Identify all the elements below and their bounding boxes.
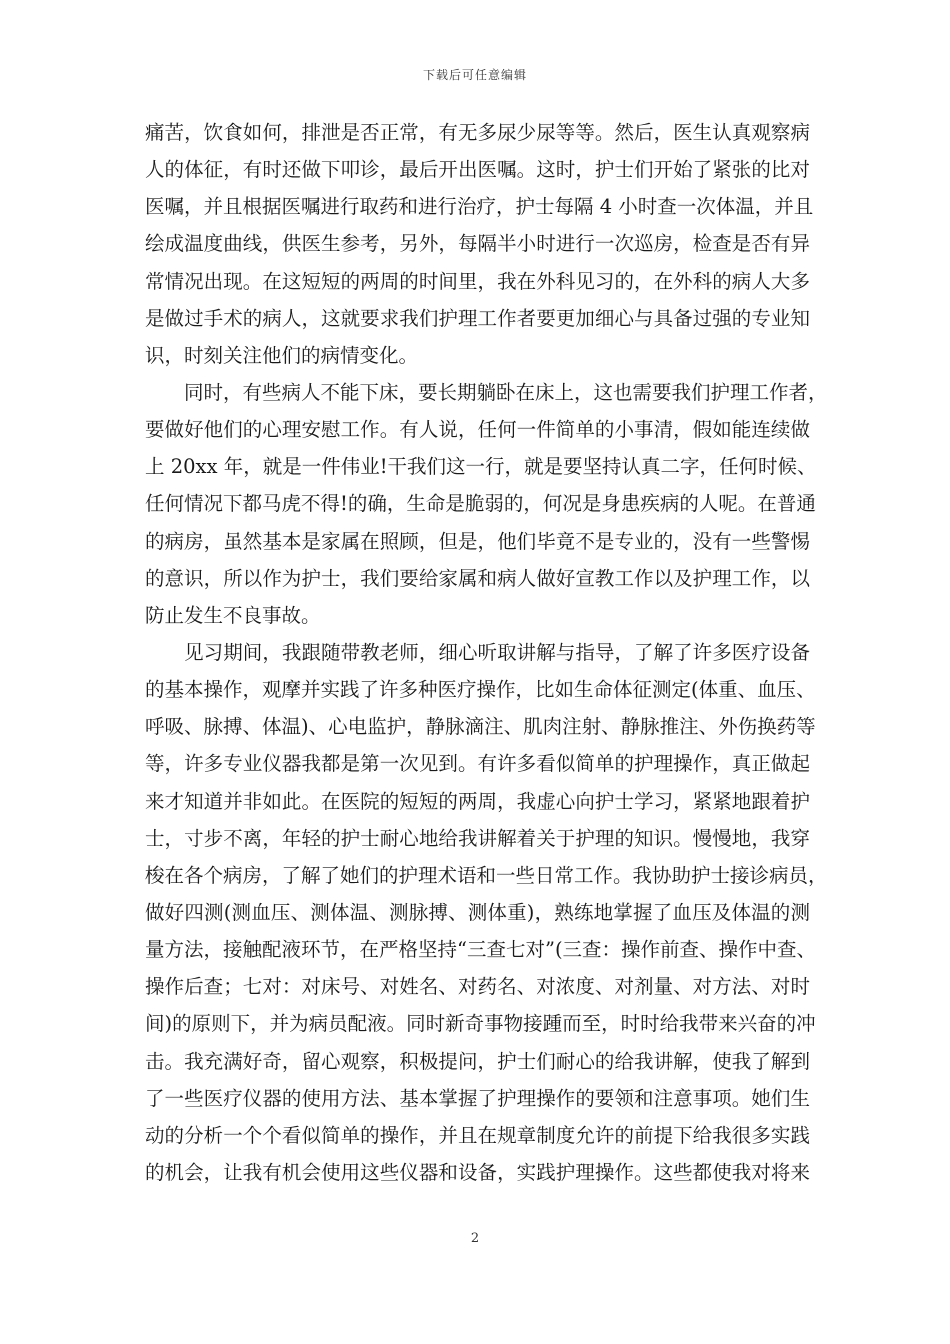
- text-line: 等，许多专业仪器我都是第一次见到。有许多看似简单的护理操作，真正做起: [145, 752, 810, 776]
- text-line: 的意识，所以作为护士，我们要给家属和病人做好宣教工作以及护理工作，以: [145, 566, 810, 590]
- page-header: 下载后可任意编辑: [422, 68, 527, 82]
- text-line: 人的体征，有时还做下叩诊，最后开出医嘱。这时，护士们开始了紧张的比对: [145, 158, 810, 182]
- text-line: 医嘱，并且根据医嘱进行取药和进行治疗，护士每隔 4 小时查一次体温，并且: [145, 195, 814, 219]
- text-line: 同时，有些病人不能下床，要长期躺卧在床上，这也需要我们护理工作者，: [145, 380, 828, 404]
- text-line: 操作后查；七对：对床号、对姓名、对药名、对浓度、对剂量、对方法、对时: [145, 975, 810, 999]
- text-line: 痛苦，饮食如何，排泄是否正常，有无多尿少尿等等。然后，医生认真观察病: [145, 121, 810, 144]
- text-line: 防止发生不良事故。: [145, 603, 321, 627]
- text-line: 上 20xx 年，就是一件伟业!干我们这一行，就是要坚持认真二字，任何时候、: [145, 455, 817, 479]
- text-line: 梭在各个病房，了解了她们的护理术语和一些日常工作。我协助护士接诊病员，: [145, 863, 828, 887]
- text-line: 来才知道并非如此。在医院的短短的两周，我虚心向护士学习，紧紧地跟着护: [145, 789, 810, 813]
- text-line: 士，寸步不离，年轻的护士耐心地给我讲解着关于护理的知识。慢慢地，我穿: [145, 826, 810, 850]
- text-line: 是做过手术的病人，这就要求我们护理工作者要更加细心与具备过强的专业知: [145, 306, 810, 330]
- text-line: 间)的原则下，并为病员配液。同时新奇事物接踵而至，时时给我带来兴奋的冲: [145, 1012, 816, 1036]
- text-line: 的机会，让我有机会使用这些仪器和设备，实践护理操作。这些都使我对将来: [145, 1160, 810, 1184]
- text-line: 的基本操作，观摩并实践了许多种医疗操作，比如生命体征测定(体重、血压、: [145, 678, 816, 702]
- text-line: 绘成温度曲线，供医生参考，另外，每隔半小时进行一次巡房，检查是否有异: [145, 232, 810, 256]
- document-body: [145, 114, 828, 1191]
- text-line: 击。我充满好奇，留心观察，积极提问，护士们耐心的给我讲解，使我了解到: [145, 1049, 810, 1073]
- text-line: 了一些医疗仪器的使用方法、基本掌握了护理操作的要领和注意事项。她们生: [145, 1086, 810, 1110]
- text-line: 的病房，虽然基本是家属在照顾，但是，他们毕竟不是专业的，没有一些警惕: [145, 529, 810, 553]
- text-line: 动的分析一个个看似简单的操作，并且在规章制度允许的前提下给我很多实践: [145, 1123, 810, 1147]
- text-line: 常情况出现。在这短短的两周的时间里，我在外科见习的，在外科的病人大多: [145, 269, 810, 293]
- text-line: 做好四测(测血压、测体温、测脉搏、测体重)，熟练地掌握了血压及体温的测: [145, 900, 810, 924]
- text-line: 呼吸、脉搏、体温)、心电监护，静脉滴注、肌肉注射、静脉推注、外伤换药等: [145, 715, 816, 739]
- page-number: 2: [470, 1231, 480, 1246]
- text-line: 量方法，接触配液环节，在严格坚持“三查七对”(三查：操作前查、操作中查、: [145, 938, 817, 962]
- text-line: 要做好他们的心理安慰工作。有人说，任何一件简单的小事清，假如能连续做: [145, 418, 810, 442]
- text-line: 识，时刻关注他们的病情变化。: [145, 343, 419, 367]
- text-line: 见习期间，我跟随带教老师，细心听取讲解与指导，了解了许多医疗设备: [145, 640, 810, 664]
- text-line: 任何情况下都马虎不得!的确，生命是脆弱的，何况是身患疾病的人呢。在普通: [145, 492, 816, 516]
